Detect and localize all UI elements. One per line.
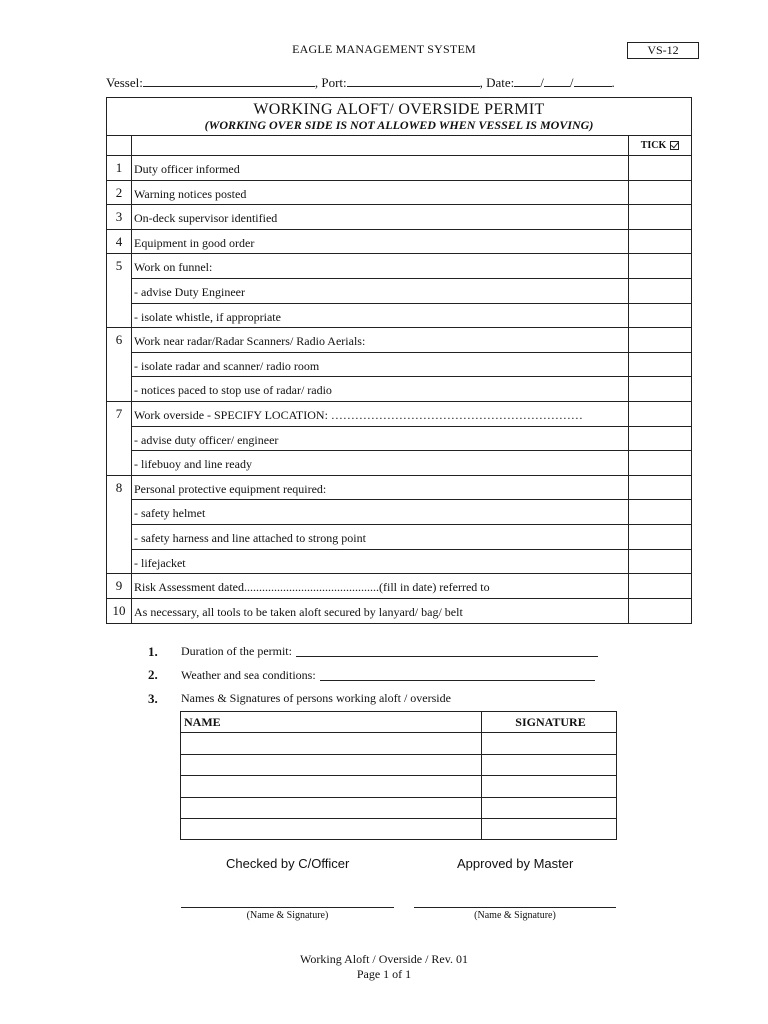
name-cell[interactable] (181, 818, 482, 839)
tick-cell[interactable] (629, 500, 691, 525)
table-row (107, 279, 691, 304)
row-number: 10 (107, 599, 132, 624)
table-row (107, 599, 691, 624)
port-label: Port: (321, 75, 347, 90)
approved-by-caption: (Name & Signature) (474, 910, 556, 921)
tick-header-row (107, 136, 691, 156)
name-cell[interactable] (181, 797, 482, 818)
row-number (107, 451, 132, 475)
row-text: - safety harness and line attached to strong point (132, 525, 629, 550)
row-text: Work on funnel: (132, 254, 629, 279)
permit-subtitle: (WORKING OVER SIDE IS NOT ALLOWED WHEN VESSEL IS MOVING) (204, 118, 594, 132)
weather-field[interactable] (320, 670, 595, 681)
table-row (181, 776, 617, 797)
tick-cell[interactable] (629, 328, 691, 353)
tick-cell[interactable] (629, 205, 691, 229)
row-number: 9 (107, 574, 132, 598)
row-text: Risk Assessment dated.............................................(fill in date) referred to (132, 574, 629, 598)
date-month-field[interactable] (544, 74, 570, 87)
row-text: - isolate whistle, if appropriate (132, 304, 629, 328)
tick-label: TICK (640, 140, 667, 151)
port-field[interactable] (347, 74, 480, 87)
tick-cell[interactable] (629, 427, 691, 452)
tick-cell[interactable] (629, 476, 691, 501)
row-text: - safety helmet (132, 500, 629, 525)
header-text-cell (132, 136, 629, 155)
permit-title: WORKING ALOFT/ OVERSIDE PERMIT (253, 101, 545, 118)
date-slash-1: / (540, 75, 544, 90)
row-number (107, 550, 132, 574)
table-row (181, 797, 617, 818)
names-signatures-table (180, 711, 617, 840)
row-text: - notices paced to stop use of radar/ radio (132, 377, 629, 401)
vessel-port-date-line (106, 74, 615, 91)
name-column-header: NAME (181, 712, 482, 733)
list-item-number: 3. (148, 690, 158, 706)
date-label: Date: (486, 75, 515, 90)
list-item-text: Duration of the permit: (181, 644, 292, 659)
row-number (107, 500, 132, 525)
table-row (107, 205, 691, 230)
tick-cell[interactable] (629, 550, 691, 574)
table-row (107, 451, 691, 476)
tick-cell[interactable] (629, 304, 691, 328)
table-row (107, 402, 691, 427)
permit-title-block (107, 98, 691, 136)
tick-cell[interactable] (629, 377, 691, 401)
table-row (107, 230, 691, 255)
signature-cell[interactable] (482, 818, 617, 839)
tick-cell[interactable] (629, 402, 691, 427)
port-comma: , (479, 75, 483, 90)
duration-field[interactable] (296, 646, 598, 657)
permit-rows (107, 156, 691, 623)
list-item-weather (148, 664, 618, 688)
signature-cell[interactable] (482, 797, 617, 818)
table-row (107, 574, 691, 599)
row-number: 7 (107, 402, 132, 427)
checkbox-check-icon (670, 141, 679, 150)
approved-by-label: Approved by Master (457, 856, 574, 871)
vessel-label: Vessel: (106, 75, 143, 90)
table-row (107, 156, 691, 181)
row-number: 6 (107, 328, 132, 353)
row-number (107, 304, 132, 328)
row-text: - advise Duty Engineer (132, 279, 629, 304)
table-row (107, 377, 691, 402)
row-number: 8 (107, 476, 132, 501)
table-row (107, 304, 691, 329)
table-row (181, 733, 617, 754)
tick-cell[interactable] (629, 279, 691, 304)
list-item-number: 2. (148, 667, 158, 683)
table-row (107, 328, 691, 353)
tick-cell[interactable] (629, 599, 691, 624)
list-item-text: Weather and sea conditions: (181, 667, 316, 682)
table-row (107, 181, 691, 206)
row-text: Work near radar/Radar Scanners/ Radio Aerials: (132, 328, 629, 353)
list-item-number: 1. (148, 643, 158, 659)
row-number: 5 (107, 254, 132, 279)
name-cell[interactable] (181, 754, 482, 775)
table-row (181, 754, 617, 775)
tick-cell[interactable] (629, 181, 691, 205)
list-item-duration (148, 640, 618, 664)
signature-cell[interactable] (482, 776, 617, 797)
row-number: 4 (107, 230, 132, 254)
row-text: Equipment in good order (132, 230, 629, 254)
checked-by-label: Checked by C/Officer (226, 856, 350, 871)
checked-by-caption: (Name & Signature) (246, 910, 329, 921)
footer-revision: Working Aloft / Overside / Rev. 01 (300, 952, 468, 966)
tick-cell[interactable] (629, 574, 691, 598)
signature-column-header: SIGNATURE (482, 712, 617, 733)
permit-table (106, 97, 692, 624)
row-number: 1 (107, 156, 132, 180)
row-number: 3 (107, 205, 132, 229)
row-number (107, 377, 132, 401)
tick-cell[interactable] (629, 230, 691, 254)
table-header-row (181, 712, 617, 733)
table-row (107, 476, 691, 501)
row-text: - advise duty officer/ engineer (132, 427, 629, 452)
table-row (107, 427, 691, 452)
numbered-list (148, 640, 618, 711)
footer-page-number: Page 1 of 1 (356, 967, 412, 981)
row-number: 2 (107, 181, 132, 205)
date-day-field[interactable] (514, 74, 540, 87)
name-cell[interactable] (181, 733, 482, 754)
date-year-field[interactable] (574, 74, 612, 87)
form-code-box: VS-12 (627, 42, 699, 59)
row-text: Personal protective equipment required: (132, 476, 629, 501)
tick-cell[interactable] (629, 353, 691, 378)
table-row (181, 818, 617, 839)
row-number (107, 353, 132, 378)
table-row (107, 550, 691, 575)
row-text: - lifejacket (132, 550, 629, 574)
name-cell[interactable] (181, 776, 482, 797)
table-row (107, 353, 691, 378)
tick-header (629, 136, 691, 155)
row-text: As necessary, all tools to be taken aloft secured by lanyard/ bag/ belt (132, 599, 629, 624)
table-row (107, 525, 691, 550)
system-title: EAGLE MANAGEMENT SYSTEM (292, 42, 476, 56)
tick-cell[interactable] (629, 451, 691, 475)
header-num-cell (107, 136, 132, 155)
date-slash-2: / (569, 75, 574, 90)
date-period: . (611, 75, 615, 90)
checked-by-signature-line[interactable] (181, 907, 394, 908)
row-text: - isolate radar and scanner/ radio room (132, 353, 629, 378)
vessel-field[interactable] (143, 74, 315, 87)
row-text: Warning notices posted (132, 181, 629, 205)
list-item-text: Names & Signatures of persons working aloft / overside (181, 691, 451, 706)
approved-by-signature-line[interactable] (414, 907, 616, 908)
tick-cell[interactable] (629, 254, 691, 279)
tick-cell[interactable] (629, 525, 691, 550)
list-item-names (148, 687, 618, 711)
row-text: - lifebuoy and line ready (132, 451, 629, 475)
signature-cell[interactable] (482, 754, 617, 775)
row-number (107, 279, 132, 304)
signature-cell[interactable] (482, 733, 617, 754)
row-number (107, 427, 132, 452)
row-text: Duty officer informed (132, 156, 629, 180)
tick-cell[interactable] (629, 156, 691, 180)
row-number (107, 525, 132, 550)
row-text: Work overside - SPECIFY LOCATION: ……………………………………………………… (132, 402, 629, 427)
table-row (107, 500, 691, 525)
vessel-comma: , (314, 75, 319, 90)
table-row (107, 254, 691, 279)
row-text: On-deck supervisor identified (132, 205, 629, 229)
